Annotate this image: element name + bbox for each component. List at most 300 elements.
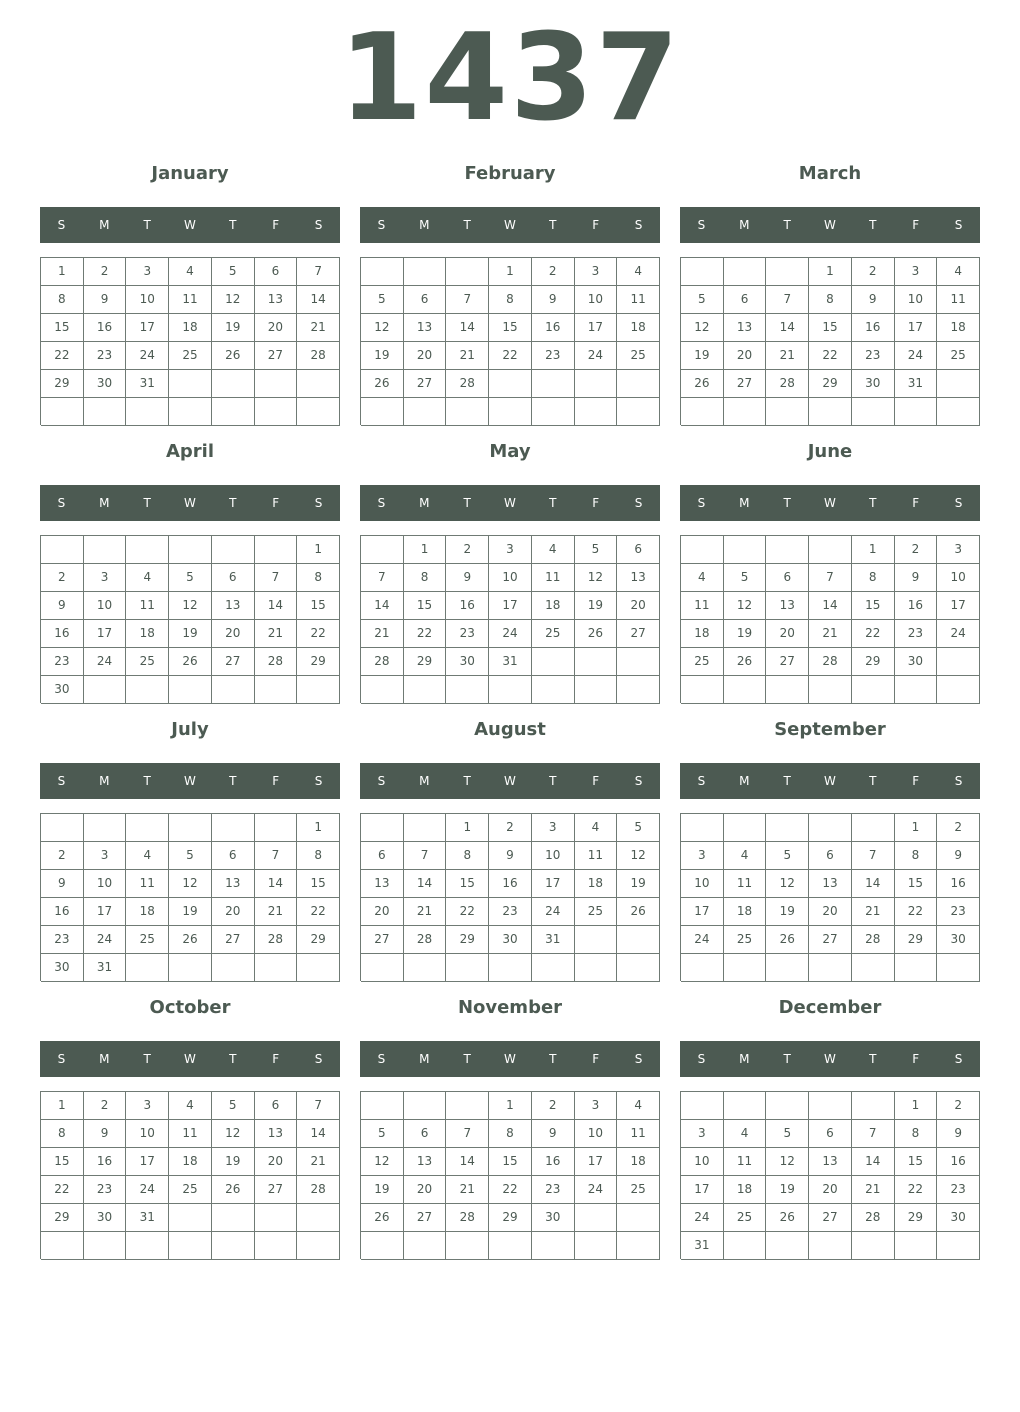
empty-day-cell (809, 814, 852, 842)
day-cell: 11 (169, 286, 212, 314)
day-cell: 17 (937, 592, 980, 620)
day-cell: 16 (446, 592, 489, 620)
weekday-label: T (143, 218, 151, 232)
day-grid (360, 1091, 660, 1259)
day-cell: 15 (297, 592, 340, 620)
day-cell: 9 (895, 564, 938, 592)
day-cell: 16 (895, 592, 938, 620)
empty-day-cell (489, 1232, 532, 1260)
weekday-label: W (824, 1052, 836, 1066)
day-cell: 26 (617, 898, 660, 926)
day-cell: 16 (41, 620, 84, 648)
month-september (680, 716, 980, 994)
weekday-label: W (504, 1052, 516, 1066)
day-cell: 19 (361, 1176, 404, 1204)
day-cell: 7 (852, 1120, 895, 1148)
weekday-label: W (824, 774, 836, 788)
day-cell: 10 (489, 564, 532, 592)
empty-day-cell (681, 954, 724, 982)
day-cell: 25 (169, 342, 212, 370)
day-cell: 11 (724, 870, 767, 898)
day-cell: 21 (809, 620, 852, 648)
day-cell: 16 (532, 1148, 575, 1176)
empty-day-cell (895, 954, 938, 982)
empty-day-cell (852, 814, 895, 842)
day-cell: 7 (297, 1092, 340, 1120)
day-cell: 13 (809, 870, 852, 898)
empty-day-cell (937, 1232, 980, 1260)
day-cell: 22 (404, 620, 447, 648)
day-cell: 27 (809, 926, 852, 954)
day-cell: 22 (852, 620, 895, 648)
weekday-label: T (783, 496, 791, 510)
empty-day-cell (766, 1092, 809, 1120)
day-cell: 8 (41, 1120, 84, 1148)
day-cell: 26 (766, 926, 809, 954)
day-cell: 19 (169, 620, 212, 648)
empty-day-cell (532, 676, 575, 704)
weekday-label: M (99, 218, 110, 232)
months-grid (40, 160, 980, 1272)
day-cell: 22 (446, 898, 489, 926)
day-cell: 28 (361, 648, 404, 676)
weekday-label: F (272, 218, 280, 232)
empty-day-cell (852, 676, 895, 704)
day-cell: 22 (895, 898, 938, 926)
day-cell: 1 (446, 814, 489, 842)
day-cell: 10 (937, 564, 980, 592)
empty-day-cell (297, 954, 340, 982)
day-cell: 1 (895, 814, 938, 842)
day-cell: 15 (41, 1148, 84, 1176)
empty-day-cell (446, 676, 489, 704)
day-cell: 30 (895, 648, 938, 676)
day-cell: 12 (766, 1148, 809, 1176)
day-cell: 23 (895, 620, 938, 648)
empty-day-cell (681, 536, 724, 564)
day-cell: 21 (404, 898, 447, 926)
empty-day-cell (766, 398, 809, 426)
day-cell: 4 (532, 536, 575, 564)
day-cell: 12 (766, 870, 809, 898)
empty-day-cell (489, 370, 532, 398)
day-cell: 19 (212, 1148, 255, 1176)
day-grid (680, 257, 980, 425)
empty-day-cell (937, 648, 980, 676)
day-cell: 31 (126, 370, 169, 398)
weekday-label: F (912, 1052, 920, 1066)
weekday-label: W (184, 218, 196, 232)
empty-day-cell (724, 1232, 767, 1260)
day-cell: 27 (724, 370, 767, 398)
day-cell: 9 (532, 1120, 575, 1148)
weekday-header (360, 763, 660, 799)
day-cell: 23 (532, 342, 575, 370)
month-november (360, 994, 660, 1272)
day-cell: 6 (212, 564, 255, 592)
day-cell: 12 (212, 1120, 255, 1148)
empty-day-cell (532, 954, 575, 982)
day-cell: 19 (681, 342, 724, 370)
month-july (40, 716, 340, 994)
empty-day-cell (724, 954, 767, 982)
empty-day-cell (724, 1092, 767, 1120)
empty-day-cell (404, 954, 447, 982)
weekday-label: T (229, 496, 237, 510)
weekday-header (40, 763, 340, 799)
weekday-label: T (869, 496, 877, 510)
day-cell: 2 (41, 842, 84, 870)
day-cell: 1 (404, 536, 447, 564)
day-cell: 24 (937, 620, 980, 648)
day-cell: 31 (532, 926, 575, 954)
weekday-label: T (229, 1052, 237, 1066)
day-cell: 24 (681, 926, 724, 954)
day-cell: 14 (297, 286, 340, 314)
empty-day-cell (446, 258, 489, 286)
empty-day-cell (724, 398, 767, 426)
empty-day-cell (212, 1232, 255, 1260)
month-name: August (474, 719, 546, 740)
weekday-label: S (57, 774, 66, 788)
day-cell: 30 (489, 926, 532, 954)
day-cell: 6 (766, 564, 809, 592)
day-cell: 29 (852, 648, 895, 676)
day-cell: 31 (489, 648, 532, 676)
day-cell: 21 (255, 620, 298, 648)
day-cell: 20 (809, 1176, 852, 1204)
weekday-label: M (99, 1052, 110, 1066)
day-cell: 18 (169, 1148, 212, 1176)
weekday-label: S (697, 774, 706, 788)
day-cell: 18 (169, 314, 212, 342)
day-cell: 3 (575, 258, 618, 286)
empty-day-cell (255, 814, 298, 842)
weekday-label: F (592, 218, 600, 232)
day-cell: 19 (212, 314, 255, 342)
day-cell: 27 (255, 1176, 298, 1204)
weekday-header (40, 207, 340, 243)
empty-day-cell (766, 536, 809, 564)
month-name: December (778, 997, 882, 1018)
empty-day-cell (766, 1232, 809, 1260)
day-cell: 14 (361, 592, 404, 620)
empty-day-cell (255, 954, 298, 982)
day-cell: 3 (126, 1092, 169, 1120)
day-cell: 6 (404, 1120, 447, 1148)
day-cell: 15 (895, 1148, 938, 1176)
empty-day-cell (446, 398, 489, 426)
day-cell: 26 (681, 370, 724, 398)
day-cell: 28 (446, 1204, 489, 1232)
day-cell: 19 (766, 1176, 809, 1204)
weekday-header (360, 485, 660, 521)
day-cell: 13 (617, 564, 660, 592)
empty-day-cell (575, 398, 618, 426)
empty-day-cell (617, 954, 660, 982)
empty-day-cell (297, 1232, 340, 1260)
day-cell: 26 (724, 648, 767, 676)
day-cell: 11 (169, 1120, 212, 1148)
weekday-label: S (634, 496, 643, 510)
day-cell: 19 (169, 898, 212, 926)
day-cell: 14 (255, 870, 298, 898)
day-cell: 13 (404, 314, 447, 342)
weekday-label: T (463, 218, 471, 232)
day-cell: 5 (617, 814, 660, 842)
day-cell: 16 (937, 1148, 980, 1176)
day-cell: 23 (84, 342, 127, 370)
weekday-label: T (143, 1052, 151, 1066)
day-cell: 28 (852, 926, 895, 954)
month-name: April (165, 441, 215, 462)
day-cell: 21 (297, 314, 340, 342)
empty-day-cell (212, 676, 255, 704)
empty-day-cell (809, 536, 852, 564)
empty-day-cell (489, 954, 532, 982)
day-cell: 19 (766, 898, 809, 926)
day-cell: 3 (681, 842, 724, 870)
day-cell: 11 (617, 1120, 660, 1148)
day-grid (40, 1091, 340, 1259)
day-cell: 2 (84, 1092, 127, 1120)
day-cell: 2 (41, 564, 84, 592)
weekday-label: M (739, 774, 750, 788)
day-cell: 29 (895, 926, 938, 954)
weekday-label: T (549, 774, 557, 788)
day-cell: 7 (446, 1120, 489, 1148)
weekday-label: T (143, 496, 151, 510)
day-cell: 23 (41, 926, 84, 954)
day-cell: 7 (255, 842, 298, 870)
day-cell: 8 (404, 564, 447, 592)
day-cell: 6 (361, 842, 404, 870)
weekday-label: S (314, 218, 323, 232)
empty-day-cell (212, 536, 255, 564)
empty-day-cell (297, 398, 340, 426)
weekday-label: M (419, 496, 430, 510)
weekday-label: T (869, 774, 877, 788)
day-cell: 22 (41, 342, 84, 370)
day-cell: 24 (681, 1204, 724, 1232)
day-cell: 18 (681, 620, 724, 648)
day-cell: 25 (617, 342, 660, 370)
empty-day-cell (212, 814, 255, 842)
month-name: September (774, 719, 886, 740)
weekday-header (680, 207, 980, 243)
empty-day-cell (852, 398, 895, 426)
empty-day-cell (404, 814, 447, 842)
day-cell: 30 (937, 1204, 980, 1232)
day-grid (680, 535, 980, 703)
empty-day-cell (617, 648, 660, 676)
empty-day-cell (617, 1204, 660, 1232)
day-cell: 28 (852, 1204, 895, 1232)
empty-day-cell (404, 1232, 447, 1260)
weekday-label: S (634, 1052, 643, 1066)
day-cell: 2 (937, 814, 980, 842)
weekday-label: W (184, 1052, 196, 1066)
day-cell: 29 (41, 1204, 84, 1232)
day-cell: 1 (809, 258, 852, 286)
day-cell: 18 (617, 1148, 660, 1176)
weekday-header (40, 1041, 340, 1077)
month-february (360, 160, 660, 438)
day-cell: 1 (41, 258, 84, 286)
day-cell: 1 (489, 1092, 532, 1120)
day-cell: 23 (937, 1176, 980, 1204)
day-cell: 12 (169, 870, 212, 898)
day-cell: 9 (84, 1120, 127, 1148)
day-cell: 14 (446, 1148, 489, 1176)
day-cell: 14 (446, 314, 489, 342)
month-name: May (489, 441, 531, 462)
day-cell: 10 (84, 592, 127, 620)
weekday-label: F (272, 496, 280, 510)
weekday-label: S (57, 496, 66, 510)
weekday-label: S (314, 774, 323, 788)
weekday-label: S (314, 496, 323, 510)
empty-day-cell (895, 676, 938, 704)
day-cell: 9 (937, 1120, 980, 1148)
day-cell: 31 (84, 954, 127, 982)
day-cell: 4 (126, 842, 169, 870)
day-cell: 13 (809, 1148, 852, 1176)
day-cell: 31 (895, 370, 938, 398)
empty-day-cell (255, 1204, 298, 1232)
day-cell: 23 (84, 1176, 127, 1204)
day-cell: 20 (361, 898, 404, 926)
day-cell: 5 (766, 842, 809, 870)
day-cell: 8 (489, 286, 532, 314)
day-cell: 5 (169, 564, 212, 592)
empty-day-cell (617, 926, 660, 954)
day-cell: 28 (297, 342, 340, 370)
day-cell: 18 (532, 592, 575, 620)
day-cell: 6 (404, 286, 447, 314)
day-cell: 1 (489, 258, 532, 286)
day-cell: 29 (297, 926, 340, 954)
day-cell: 10 (575, 286, 618, 314)
day-cell: 16 (84, 314, 127, 342)
day-cell: 13 (255, 1120, 298, 1148)
day-cell: 13 (255, 286, 298, 314)
empty-day-cell (41, 536, 84, 564)
empty-day-cell (361, 1232, 404, 1260)
empty-day-cell (126, 398, 169, 426)
weekday-header (360, 207, 660, 243)
day-cell: 26 (575, 620, 618, 648)
empty-day-cell (809, 954, 852, 982)
day-cell: 25 (126, 926, 169, 954)
day-cell: 5 (212, 1092, 255, 1120)
day-cell: 25 (724, 926, 767, 954)
day-cell: 12 (169, 592, 212, 620)
weekday-label: T (463, 1052, 471, 1066)
month-march (680, 160, 980, 438)
weekday-label: M (419, 1052, 430, 1066)
day-cell: 24 (895, 342, 938, 370)
empty-day-cell (766, 258, 809, 286)
weekday-label: M (419, 774, 430, 788)
weekday-label: T (143, 774, 151, 788)
day-cell: 20 (212, 898, 255, 926)
day-cell: 14 (809, 592, 852, 620)
day-cell: 9 (489, 842, 532, 870)
day-cell: 4 (169, 1092, 212, 1120)
empty-day-cell (84, 536, 127, 564)
empty-day-cell (84, 398, 127, 426)
day-cell: 14 (297, 1120, 340, 1148)
day-cell: 28 (766, 370, 809, 398)
day-cell: 20 (404, 342, 447, 370)
day-cell: 27 (212, 648, 255, 676)
day-cell: 20 (617, 592, 660, 620)
empty-day-cell (575, 926, 618, 954)
day-cell: 11 (681, 592, 724, 620)
day-cell: 16 (532, 314, 575, 342)
day-cell: 26 (361, 370, 404, 398)
day-cell: 30 (41, 954, 84, 982)
empty-day-cell (446, 1092, 489, 1120)
day-cell: 8 (297, 842, 340, 870)
empty-day-cell (724, 814, 767, 842)
empty-day-cell (617, 370, 660, 398)
empty-day-cell (766, 814, 809, 842)
day-cell: 6 (724, 286, 767, 314)
month-name: March (798, 163, 862, 184)
empty-day-cell (84, 814, 127, 842)
day-cell: 28 (809, 648, 852, 676)
day-cell: 9 (532, 286, 575, 314)
empty-day-cell (361, 258, 404, 286)
day-cell: 20 (255, 314, 298, 342)
day-cell: 3 (681, 1120, 724, 1148)
empty-day-cell (361, 398, 404, 426)
day-cell: 2 (895, 536, 938, 564)
weekday-label: F (592, 774, 600, 788)
weekday-header (40, 485, 340, 521)
weekday-label: W (824, 496, 836, 510)
empty-day-cell (681, 398, 724, 426)
day-cell: 12 (212, 286, 255, 314)
day-cell: 20 (766, 620, 809, 648)
day-grid (680, 1091, 980, 1259)
day-cell: 5 (212, 258, 255, 286)
day-cell: 2 (446, 536, 489, 564)
day-cell: 25 (617, 1176, 660, 1204)
empty-day-cell (41, 1232, 84, 1260)
day-cell: 27 (404, 370, 447, 398)
day-cell: 18 (575, 870, 618, 898)
day-cell: 21 (852, 898, 895, 926)
day-cell: 17 (575, 1148, 618, 1176)
day-cell: 24 (532, 898, 575, 926)
day-cell: 6 (809, 1120, 852, 1148)
empty-day-cell (937, 370, 980, 398)
empty-day-cell (809, 398, 852, 426)
weekday-label: S (377, 1052, 386, 1066)
day-cell: 27 (617, 620, 660, 648)
day-cell: 21 (361, 620, 404, 648)
day-cell: 22 (895, 1176, 938, 1204)
day-cell: 11 (724, 1148, 767, 1176)
day-cell: 3 (84, 842, 127, 870)
day-cell: 25 (126, 648, 169, 676)
day-cell: 2 (937, 1092, 980, 1120)
weekday-label: S (954, 774, 963, 788)
day-cell: 1 (297, 814, 340, 842)
